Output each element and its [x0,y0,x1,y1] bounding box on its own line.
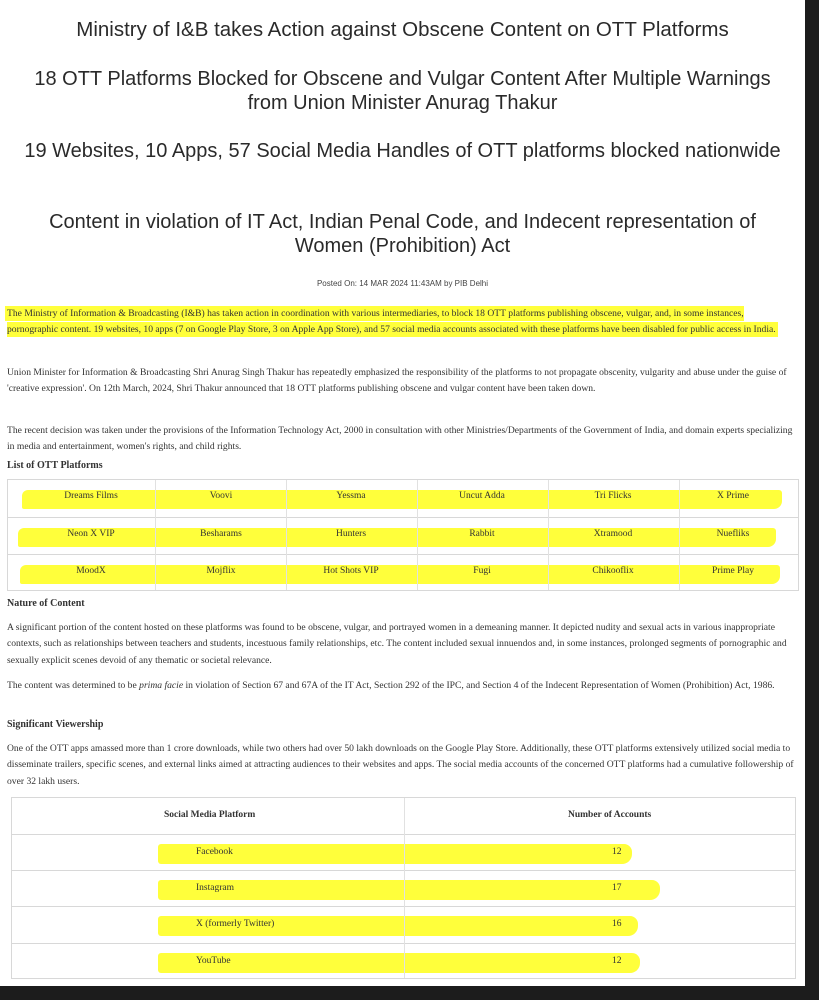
platform-cell: YouTube [196,956,231,966]
decision-paragraph: The recent decision was taken under the provisions of the Information Technology Act, 2000 in consultation with other Ministries/Departments of the Government of India, and domain experts specializing in media and entertainment, women's rights, and child rights. [7,425,793,453]
column-divider [679,480,680,590]
intro-paragraph [7,306,797,339]
intro-highlight: The Ministry of Information & Broadcasting (I&B) has taken action in coordination with various intermediaries, to block 18 OTT platforms publishing obscene, vulgar, and, in some instances, pornographic content. 19 websites, 10 apps (7 on Google Play Store, 3 on Apple App Store), and 57 social media accounts associated with these platforms have been disabled for public access in India. [7,308,776,336]
column-divider [155,480,156,590]
accounts-cell: 12 [612,847,622,857]
ott-cell: Nuefliks [716,529,750,539]
violation-paragraph [7,678,797,694]
section-title-ott-list: List of OTT Platforms [7,460,103,471]
ott-cell: X Prime [717,491,749,501]
accounts-cell: 12 [612,956,622,966]
violation-text-end: in violation of Section 67 and 67A of the IT Act, Section 292 of the IPC, and Section 4 of the Indecent Representation of Women (Prohibition) Act, 1986. [183,680,775,691]
column-divider [548,480,549,590]
headline: Ministry of I&B takes Action against Obscene Content on OTT Platforms [76,18,729,41]
violation-text-start: The content was determined to be [7,680,140,691]
ott-platforms-table [7,479,799,591]
minister-paragraph: Union Minister for Information & Broadcasting Shri Anurag Singh Thakur has repeatedly emphasized the responsibility of the platforms to not propagate obscenity, vulgarity and abuse under the guise of 'creative expression'. On 12th March, 2024, Shri Thakur announced that 18 OTT platforms publishing obscene and vulgar content have been taken down. [7,367,787,395]
ott-cell: Neon X VIP [67,529,115,539]
subheading-violations: Content in violation of IT Act, Indian Penal Code, and Indecent representation of Women (Prohibition) Act [49,211,756,257]
subheading-platforms-blocked: 18 OTT Platforms Blocked for Obscene and Vulgar Content After Multiple Warnings from Union Minister Anurag Thakur [34,68,771,114]
ott-cell: Fugi [473,566,491,576]
ott-cell: Xtramood [593,529,633,539]
ott-cell: Hunters [335,529,367,539]
column-divider [404,798,405,978]
ott-cell: Voovi [209,491,233,501]
ott-cell: Tri Flicks [594,491,632,501]
column-divider [286,480,287,590]
ott-cell: Dreams Films [64,491,118,501]
section-title-nature: Nature of Content [7,598,85,609]
header-platform: Social Media Platform [164,810,256,820]
social-media-table [11,797,796,979]
ott-cell: MoodX [76,566,106,576]
ott-cell: Besharams [200,529,242,539]
prima-facie-term: prima facie [139,680,184,691]
viewership-paragraph: One of the OTT apps amassed more than 1 crore downloads, while two others had over 50 lakh downloads on the Google Play Store. Additionally, these OTT platforms extensively utilized social media to disseminate trailers, specific scenes, and external links aimed at attracting audiences to their websites and apps. The social media accounts of the concerned OTT platforms had a cumulative followership of over 32 lakh users. [7,743,794,787]
section-title-viewership: Significant Viewership [7,719,104,730]
ott-cell: Prime Play [712,566,754,576]
platform-cell: X (formerly Twitter) [196,919,275,929]
posted-date: Posted On: 14 MAR 2024 11:43AM by PIB Delhi [316,279,489,288]
platform-cell: Facebook [196,847,233,857]
ott-cell: Mojflix [206,566,236,576]
ott-cell: Yessma [336,491,366,501]
platform-cell: Instagram [196,883,234,893]
accounts-cell: 16 [612,919,622,929]
subheading-websites-apps: 19 Websites, 10 Apps, 57 Social Media Handles of OTT platforms blocked nationwide [24,140,781,162]
ott-cell: Chikooflix [592,566,634,576]
accounts-cell: 17 [612,883,622,893]
nature-paragraph: A significant portion of the content hosted on these platforms was found to be obscene, vulgar, and portrayed women in a demeaning manner. It depicted nudity and sexual acts in various inappropriate contexts, such as relationships between teachers and students, incestuous family relationships, etc. The content included sexual innuendos and, in some instances, prolonged segments of pornographic and sexually explicit scenes devoid of any thematic or societal relevance. [7,622,787,666]
ott-cell: Uncut Adda [459,491,505,501]
ott-cell: Rabbit [469,529,495,539]
ott-cell: Hot Shots VIP [323,566,379,576]
header-accounts: Number of Accounts [568,810,652,820]
column-divider [417,480,418,590]
